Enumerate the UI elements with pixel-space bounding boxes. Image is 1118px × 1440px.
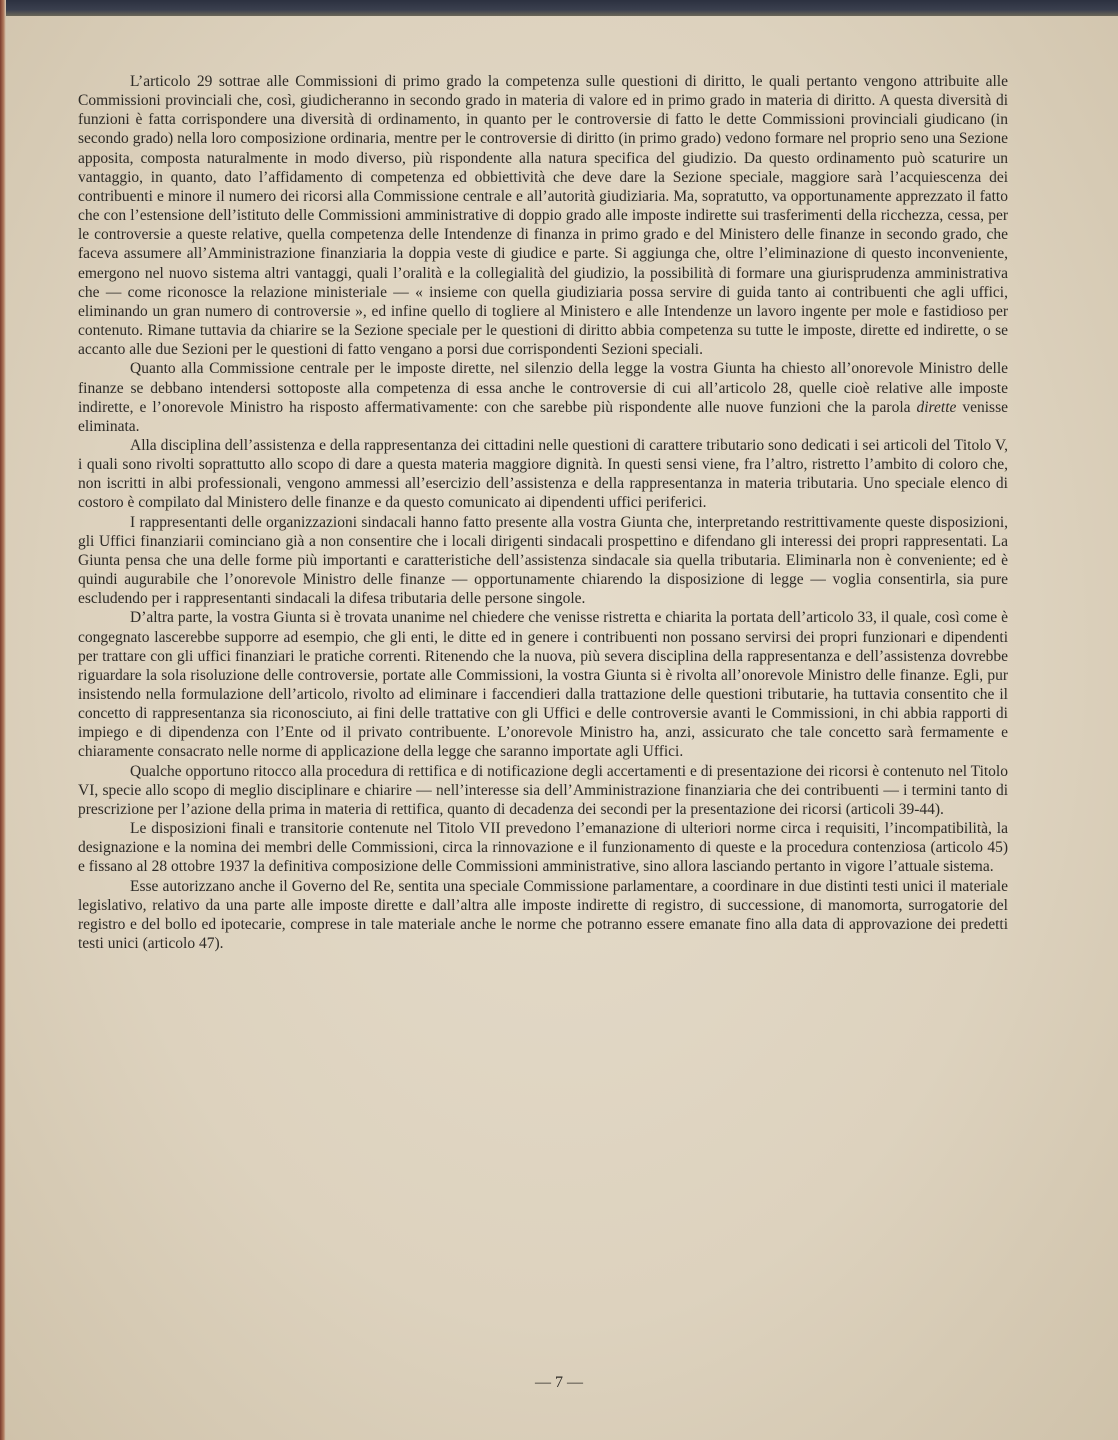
binding-top-edge	[0, 0, 1118, 16]
paragraph: D’altra parte, la vostra Giunta si è trovata unanime nel chiedere che venisse ristretta e chiarita la portata dell’articolo 33, il quale, così come è congegnato lascerebbe supporre ad esempio, che gli enti, le ditte ed in genere i contribuenti non possano servirsi dei propri funzionari e dipendenti per trattare con gli uffici finanziari le pratiche correnti. Ritenendo che la nuova, più severa disciplina della rappresentanza e dell’assistenza dovrebbe riguardare la sola risoluzione delle controversie, portate alle Commissioni, la vostra Giunta si è rivolta all’onorevole Ministro delle finanze. Egli, pur insistendo nella formulazione dell’articolo, rivolto ad eliminare i faccendieri dalla trattazione delle questioni tributarie, ha tuttavia consentito che il concetto di rappresentanza sia riconosciuto, ai fini delle trattative con gli Uffici e delle controversie avanti le Commissioni, in chi abbia rapporti di impiego e di dipendenza con l’Ente od il privato contribuente. L’onorevole Ministro ha, anzi, assicurato che tale concetto sarà fermamente e chiaramente consacrato nelle norme di applicazione della legge che saranno importate agli Uffici.	[78, 609, 1008, 761]
paragraph: Le disposizioni finali e transitorie contenute nel Titolo VII prevedono l’emanazione di ulteriori norme circa i requisiti, l’incompatibilità, la designazione e la nomina dei membri delle Commissioni, circa la rinnovazione e il funzionamento di queste e la procedura contenziosa (articolo 45) e fissano al 28 ottobre 1937 la definitiva composizione delle Commissioni amministrative, sino allora lasciando pertanto in vigore l’attuale sistema.	[78, 820, 1008, 876]
paragraph: I rappresentanti delle organizzazioni sindacali hanno fatto presente alla vostra Giunta che, interpretando restrittivamente queste disposizioni, gli Uffici finanziarii cominciano già a non consentire che i locali dirigenti sindacali prospettino e difendano gli interessi dei propri rappresentati. La Giunta pensa che una delle forme più importanti e caratteristiche dell’assistenza sindacale sia quella tributaria. Eliminarla non è conveniente; ed è quindi augurabile che l’onorevole Ministro delle finanze — opportunamente chiarendo la disposizione di legge — voglia consentirla, sia pure escludendo per i rappresentanti sindacali la difesa tributaria delle persone singole.	[78, 513, 1008, 608]
body-text	[78, 72, 1008, 953]
paragraph: Alla disciplina dell’assistenza e della rappresentanza dei cittadini nelle questioni di carattere tributario sono dedicati i sei articoli del Titolo V, i quali sono rivolti soprattutto allo scopo di dare a questa materia maggiore dignità. In questi sensi viene, fra l’altro, ristretto l’ambito di coloro che, non iscritti in albi professionali, vengono ammessi all’esercizio dell’assistenza e della rappresentanza in materia tributaria. Uno speciale elenco di costoro è compilato dal Ministero delle finanze e da questo comunicato ai dipendenti uffici periferici.	[78, 436, 1008, 512]
paragraph: Esse autorizzano anche il Governo del Re, sentita una speciale Commissione parlamentare, a coordinare in due distinti testi unici il materiale legislativo, relativo da una parte alle imposte dirette e dall’altra alle imposte indirette di registro, di successione, di manomorta, surrogatorie del registro e del bollo ed ipotecarie, comprese in tale materiale anche le norme che potranno essere emanate fino alla data di approvazione dei predetti testi unici (articolo 47).	[78, 877, 1008, 953]
paragraph: Quanto alla Commissione centrale per le imposte dirette, nel silenzio della legge la vostra Giunta ha chiesto all’onorevole Ministro delle finanze se debbano intendersi sottoposte alla competenza di essa anche le controversie di cui all’articolo 28, quelle cioè relative alle imposte indirette, e l’onorevole Ministro ha risposto affermativamente: con che sarebbe più rispondente alle nuove funzioni che la parola dirette venisse eliminata.	[78, 360, 1008, 435]
paragraph: Qualche opportuno ritocco alla procedura di rettifica e di notificazione degli accertamenti e di presentazione dei ricorsi è contenuto nel Titolo VI, specie allo scopo di meglio disciplinare e chiarire — nell’interesse sia dell’Amministrazione finanziaria che dei contribuenti — i termini tanto di prescrizione per l’azione della prima in materia di rettifica, quanto di decadenza dei secondi per la presentazione dei ricorsi (articoli 39-44).	[78, 762, 1008, 818]
paragraph: L’articolo 29 sottrae alle Commissioni di primo grado la competenza sulle questioni di diritto, le quali pertanto vengono attribuite alle Commissioni provinciali che, così, giudicheranno in secondo grado in materia di valore ed in primo grado in materia di diritto. A questa diversità di funzioni è fatta corrispondere una diversità di ordinamento, in quanto per le controversie di fatto le dette Commissioni provinciali giudicano (in secondo grado) nella loro composizione ordinaria, mentre per le controversie di diritto (in primo grado) vedono formare nel proprio seno una Sezione apposita, composta naturalmente in modo diverso, più rispondente alla natura specifica del giudizio. Da questo ordinamento può scaturire un vantaggio, in quanto, dato l’affidamento di competenza ed obbiettività che deve dare la Sezione speciale, maggiore sarà l’acquiescenza dei contribuenti e minore il numero dei ricorsi alla Commissione centrale e all’autorità giudiziaria. Ma, sopratutto, va opportunamente apprezzato il fatto che con l’estensione dell’istituto delle Commissioni amministrative di doppio grado alle imposte indirette sui trasferimenti della ricchezza, cessa, per le controversie a queste relative, quella competenza delle Intendenze di finanza in primo grado e del Ministero delle finanze in secondo grado, che faceva assumere all’Amministrazione finanziaria la doppia veste di giudice e parte. Si aggiunga che, oltre l’eliminazione di questo inconveniente, emergono nel nuovo sistema altri vantaggi, quali l’oralità e la collegialità del giudizio, la possibilità di formare una giurisprudenza amministrativa che — come riconosce la relazione ministeriale — « insieme con quella giudiziaria possa servire di guida tanto ai contribuenti che agli uffici, eliminando un gran numero di controversie », ed infine quello di togliere al Ministero e alle Intendenze un lavoro ingente per mole e fastidioso per contenuto. Rimane tuttavia da chiarire se la Sezione speciale per le questioni di diritto abbia competenza su tutte le imposte, dirette ed indirette, o se accanto alle due Sezioni per le questioni di fatto vengano a porsi due corrispondenti Sezioni speciali.	[78, 73, 1008, 359]
page-number: — 7 —	[535, 1374, 583, 1391]
binding-left-edge	[0, 0, 6, 1440]
